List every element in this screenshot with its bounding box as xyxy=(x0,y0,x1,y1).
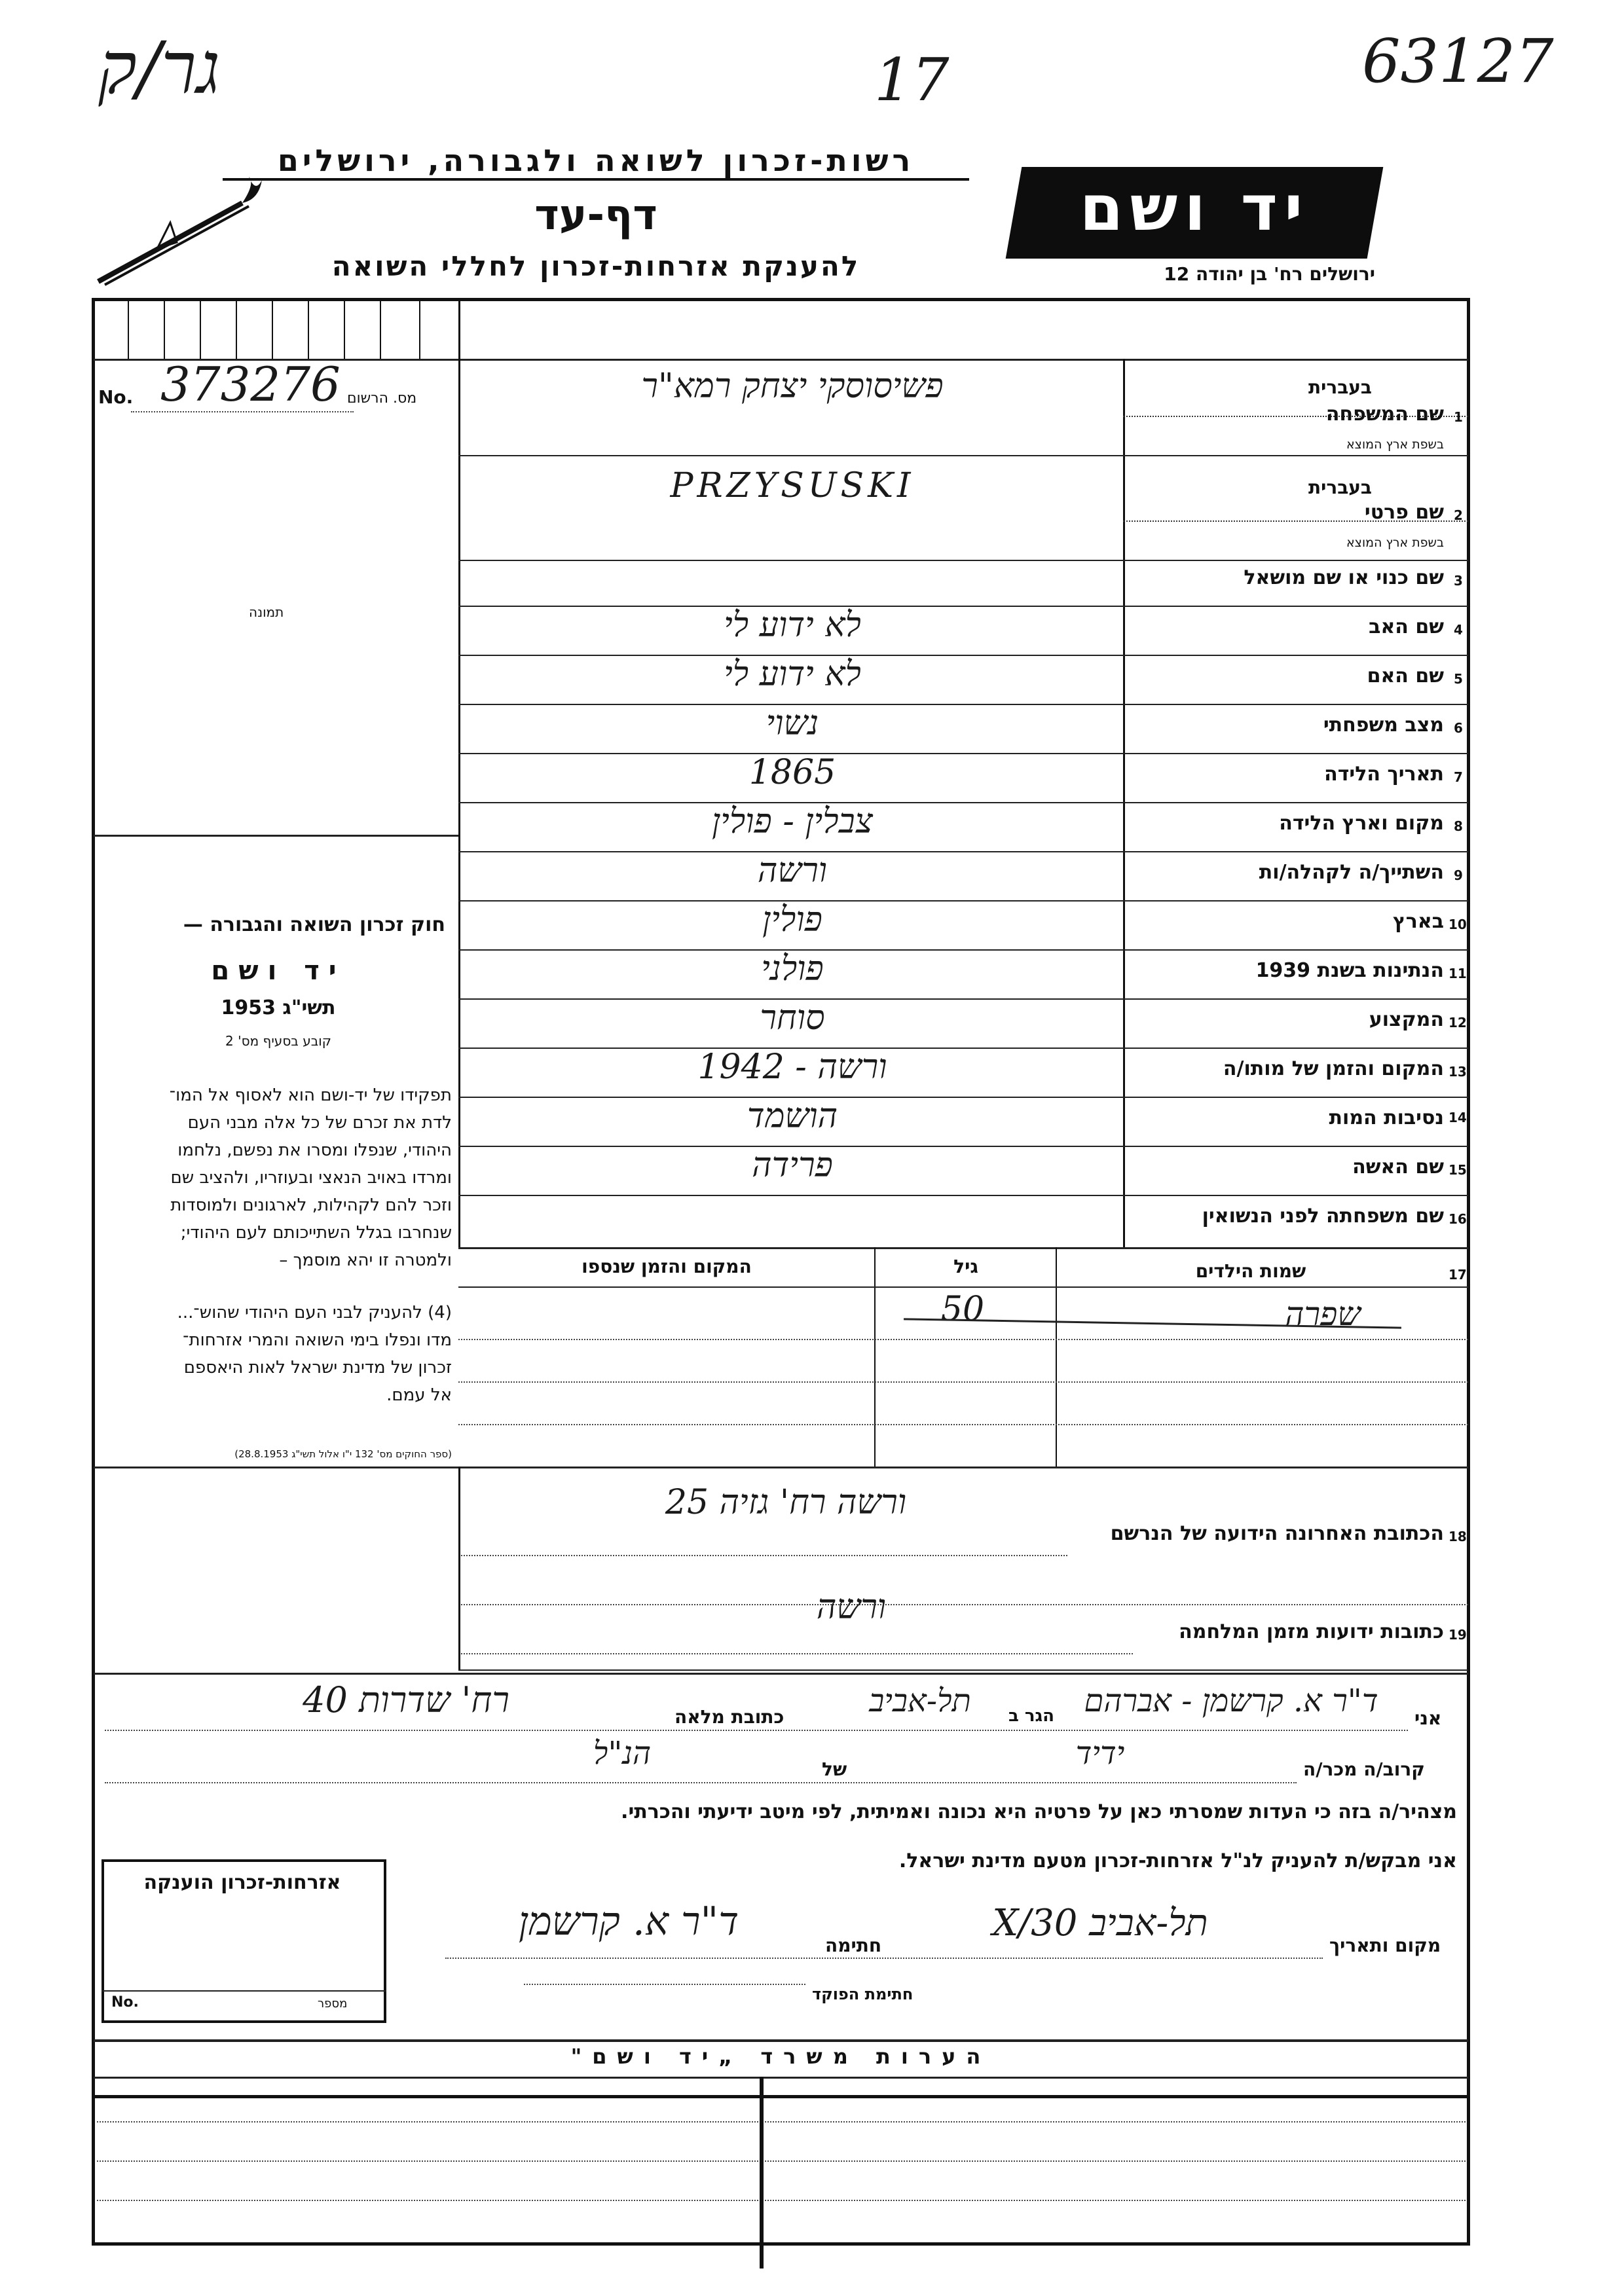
children-names-header: שמות הילדים xyxy=(1195,1260,1306,1282)
place-date-label: מקום ותאריך xyxy=(1329,1935,1441,1956)
field-14-label: נסיבות המות xyxy=(1329,1106,1444,1129)
signature-value: ד"ר א. קרשמן xyxy=(518,1899,739,1944)
field-10-label: בארץ xyxy=(1392,910,1444,933)
field-1-value: פשיסוסקי יצחק רמא"ר xyxy=(641,367,944,406)
law-line: שנחרבו בגלל השתייכותם לעם היהודי; xyxy=(180,1223,452,1243)
field-13-value: ורשה - 1942 xyxy=(697,1048,887,1087)
place-date-value: תל-אביב 30/X xyxy=(992,1902,1208,1944)
law-year: תשי"ג 1953 xyxy=(221,996,336,1019)
field-6-label: מצב משפחתי xyxy=(1323,714,1444,737)
field-16-label: שם משפחתה לפני הנשואין xyxy=(1202,1205,1444,1228)
children-age-header: גיל xyxy=(953,1256,978,1277)
registration-heb-label: מס. הרשום xyxy=(347,390,417,407)
field-3-label: שם כנוי או שם מושאל xyxy=(1244,566,1444,589)
children-place-header: המקום והזמן שנספו xyxy=(581,1256,752,1277)
field-11-value: פולני xyxy=(761,949,824,989)
citizenship-box-title: אזרחות-זכרון הוענקה xyxy=(143,1871,341,1894)
field-11-label: הנתינות בשנת 1939 xyxy=(1255,959,1444,982)
law-line: וזכר להם לקהילות, לארגונים ולמוסדות xyxy=(170,1195,452,1215)
law-line: ומרדו באויב הנאצי ובעוזריו, ולהציב שם xyxy=(170,1168,452,1188)
law-line: לדת את זכרם של כל אלה מבני העם xyxy=(187,1113,452,1133)
officer-label: חתימת הפוקד xyxy=(812,1985,913,2003)
law-line: (4) להעניק לבני העם היהודי שהוש־... xyxy=(177,1303,452,1322)
field-15-value: פרידה xyxy=(752,1146,833,1185)
header-address: ירושלים רח' בן יהודה 12 xyxy=(1164,263,1375,285)
file-number: 63127 xyxy=(1362,26,1554,96)
field-2-value: PRZYSUSKI xyxy=(670,466,915,505)
field-1-label: שם המשפחה xyxy=(1325,403,1444,426)
form-subtitle: להענקת אזרחות-זכרון לחללי השואה xyxy=(331,250,860,282)
form-title: דף-עד xyxy=(534,191,657,240)
law-line: תפקידו של יד-ושם הוא לאסוף אל המו־ xyxy=(169,1085,452,1105)
photo-label: תמונה xyxy=(249,604,284,620)
field-7-label: תאריך הלידה xyxy=(1324,763,1444,786)
field-12-number: 12 xyxy=(1449,1015,1467,1030)
field-11-number: 11 xyxy=(1449,966,1467,981)
citizenship-number-label: מספר xyxy=(318,1997,348,2011)
field-13-number: 13 xyxy=(1449,1064,1467,1080)
full-address-label: כתובת מלאה xyxy=(674,1706,784,1728)
field-3-number: 3 xyxy=(1454,573,1463,589)
field-14-value: הושמד xyxy=(747,1097,838,1136)
field-12-value: סוחר xyxy=(760,998,825,1038)
declaration-shel-value: הנ"ל xyxy=(593,1735,652,1772)
declaration-line-3: אני מבקש/ת להעניק לנ"ל אזרחות-זכרון מטעם מדינת ישראל. xyxy=(898,1850,1457,1872)
child-1-name: שפרה xyxy=(1285,1295,1361,1333)
field-19-number: 19 xyxy=(1449,1627,1467,1643)
law-line: היהודי, שנפלו ומסרו את נפשם, נלחמו xyxy=(177,1140,452,1160)
field-6-number: 6 xyxy=(1454,720,1463,736)
declaration-street: רח' שדרות 40 xyxy=(303,1679,509,1721)
declaration-ani: אני xyxy=(1414,1707,1442,1729)
law-line: אל עמם. xyxy=(386,1385,452,1405)
field-6-value: נשוי xyxy=(766,704,819,743)
field-9-label: השתייך/ה לקהלה/ות xyxy=(1259,861,1444,884)
field-7-number: 7 xyxy=(1454,769,1463,785)
notes-frame xyxy=(92,2095,1470,2246)
field-4-label: שם האב xyxy=(1369,615,1444,638)
field-18-label: הכתובת האחרונה הידועה של הנרשם xyxy=(1110,1522,1444,1545)
field-19-value: ורשה xyxy=(816,1588,887,1627)
field-8-label: מקום וארץ הלידה xyxy=(1279,812,1444,835)
field-15-label: שם האשה xyxy=(1352,1156,1444,1178)
field-14-number: 14 xyxy=(1449,1110,1467,1125)
child-1-age: 50 xyxy=(940,1290,985,1329)
field-10-number: 10 xyxy=(1449,917,1467,932)
logo-text: יד ושם xyxy=(1079,172,1310,245)
field-15-number: 15 xyxy=(1449,1162,1467,1178)
field-5-number: 5 xyxy=(1454,671,1463,687)
declaration-ben: הגר ב xyxy=(1008,1706,1055,1726)
declaration-ani-value: ד"ר א. קרשמן - אברהם xyxy=(1084,1683,1378,1719)
field-17-number: 17 xyxy=(1449,1267,1467,1283)
field-7-value: 1865 xyxy=(748,753,836,792)
field-19-label: כתובות ידועות מזמן המלחמה xyxy=(1179,1620,1444,1643)
header-authority: רשות-זכרון לשואה ולגבורה, ירושלים xyxy=(223,143,969,181)
field-13-label: המקום והזמן של מותו/ה xyxy=(1223,1057,1444,1080)
law-line: מדו ונפלו בימי השואה והמרי אזרחות־ xyxy=(183,1330,452,1350)
field-2-number: 2 xyxy=(1454,507,1463,523)
field-1-sub: בשפת ארץ המוצא xyxy=(1346,437,1444,452)
law-paragraph-2 xyxy=(106,1299,452,1409)
field-1-heb: בעברית xyxy=(1308,376,1372,398)
field-4-value: לא ידוע לי xyxy=(724,606,861,645)
law-line: זכרון של מדינת ישראל לאות היאספם xyxy=(183,1358,452,1377)
signature-label: חתימה xyxy=(825,1935,882,1956)
citizenship-no-label: No. xyxy=(111,1994,139,2011)
office-notes-title: הערות משרד „יד ושם" xyxy=(570,2044,991,2069)
field-9-value: ורשה xyxy=(757,851,828,890)
field-9-number: 9 xyxy=(1454,867,1463,883)
field-12-label: המקצוע xyxy=(1369,1008,1444,1031)
declaration-relation: ידיד xyxy=(1075,1735,1125,1772)
law-clause: קובע בסעיף מס' 2 xyxy=(225,1033,331,1049)
field-10-value: פולין xyxy=(762,900,822,939)
field-8-number: 8 xyxy=(1454,818,1463,834)
field-1-number: 1 xyxy=(1454,409,1463,425)
field-5-label: שם האם xyxy=(1367,665,1444,687)
top-center-annotation: 17 xyxy=(874,46,950,115)
law-title: חוק זכרון השואה והגבורה — xyxy=(183,913,445,936)
field-18-number: 18 xyxy=(1449,1529,1467,1544)
law-paragraph-1 xyxy=(106,1082,452,1274)
field-18-value: ורשה רח' גזיה 25 xyxy=(665,1483,907,1522)
registration-no-label: No. xyxy=(98,386,134,408)
declaration-line-2: מצהיר/ה בזה כי העדות שמסרתי כאן על פרטיה היא נכונה ואמיתית, לפי מיטב ידיעתי והכרתי. xyxy=(621,1800,1457,1823)
law-name: יד ושם xyxy=(211,956,346,986)
field-2-heb: בעברית xyxy=(1308,477,1372,498)
field-8-value: צבלין - פולין xyxy=(712,802,873,841)
relative-label: קרוב/ה מכר/ה xyxy=(1303,1758,1425,1780)
field-16-number: 16 xyxy=(1449,1211,1467,1227)
registration-number: 373276 xyxy=(160,357,341,412)
field-5-value: לא ידוע לי xyxy=(724,655,861,694)
shel-label: של xyxy=(822,1758,847,1780)
law-line: ולמטרה זו יהא מוסמך – xyxy=(279,1250,452,1270)
declaration-city: תל-אביב xyxy=(869,1683,971,1719)
field-2-sub: בשפת ארץ המוצא xyxy=(1346,536,1444,550)
top-left-annotation: גר/ק xyxy=(98,26,221,110)
field-4-number: 4 xyxy=(1454,622,1463,638)
field-2-label: שם פרטי xyxy=(1364,501,1444,524)
law-citation: (ספר החוקים מס' 132 י"ו אלול תשי"ג 28.8.1953) xyxy=(234,1448,452,1460)
